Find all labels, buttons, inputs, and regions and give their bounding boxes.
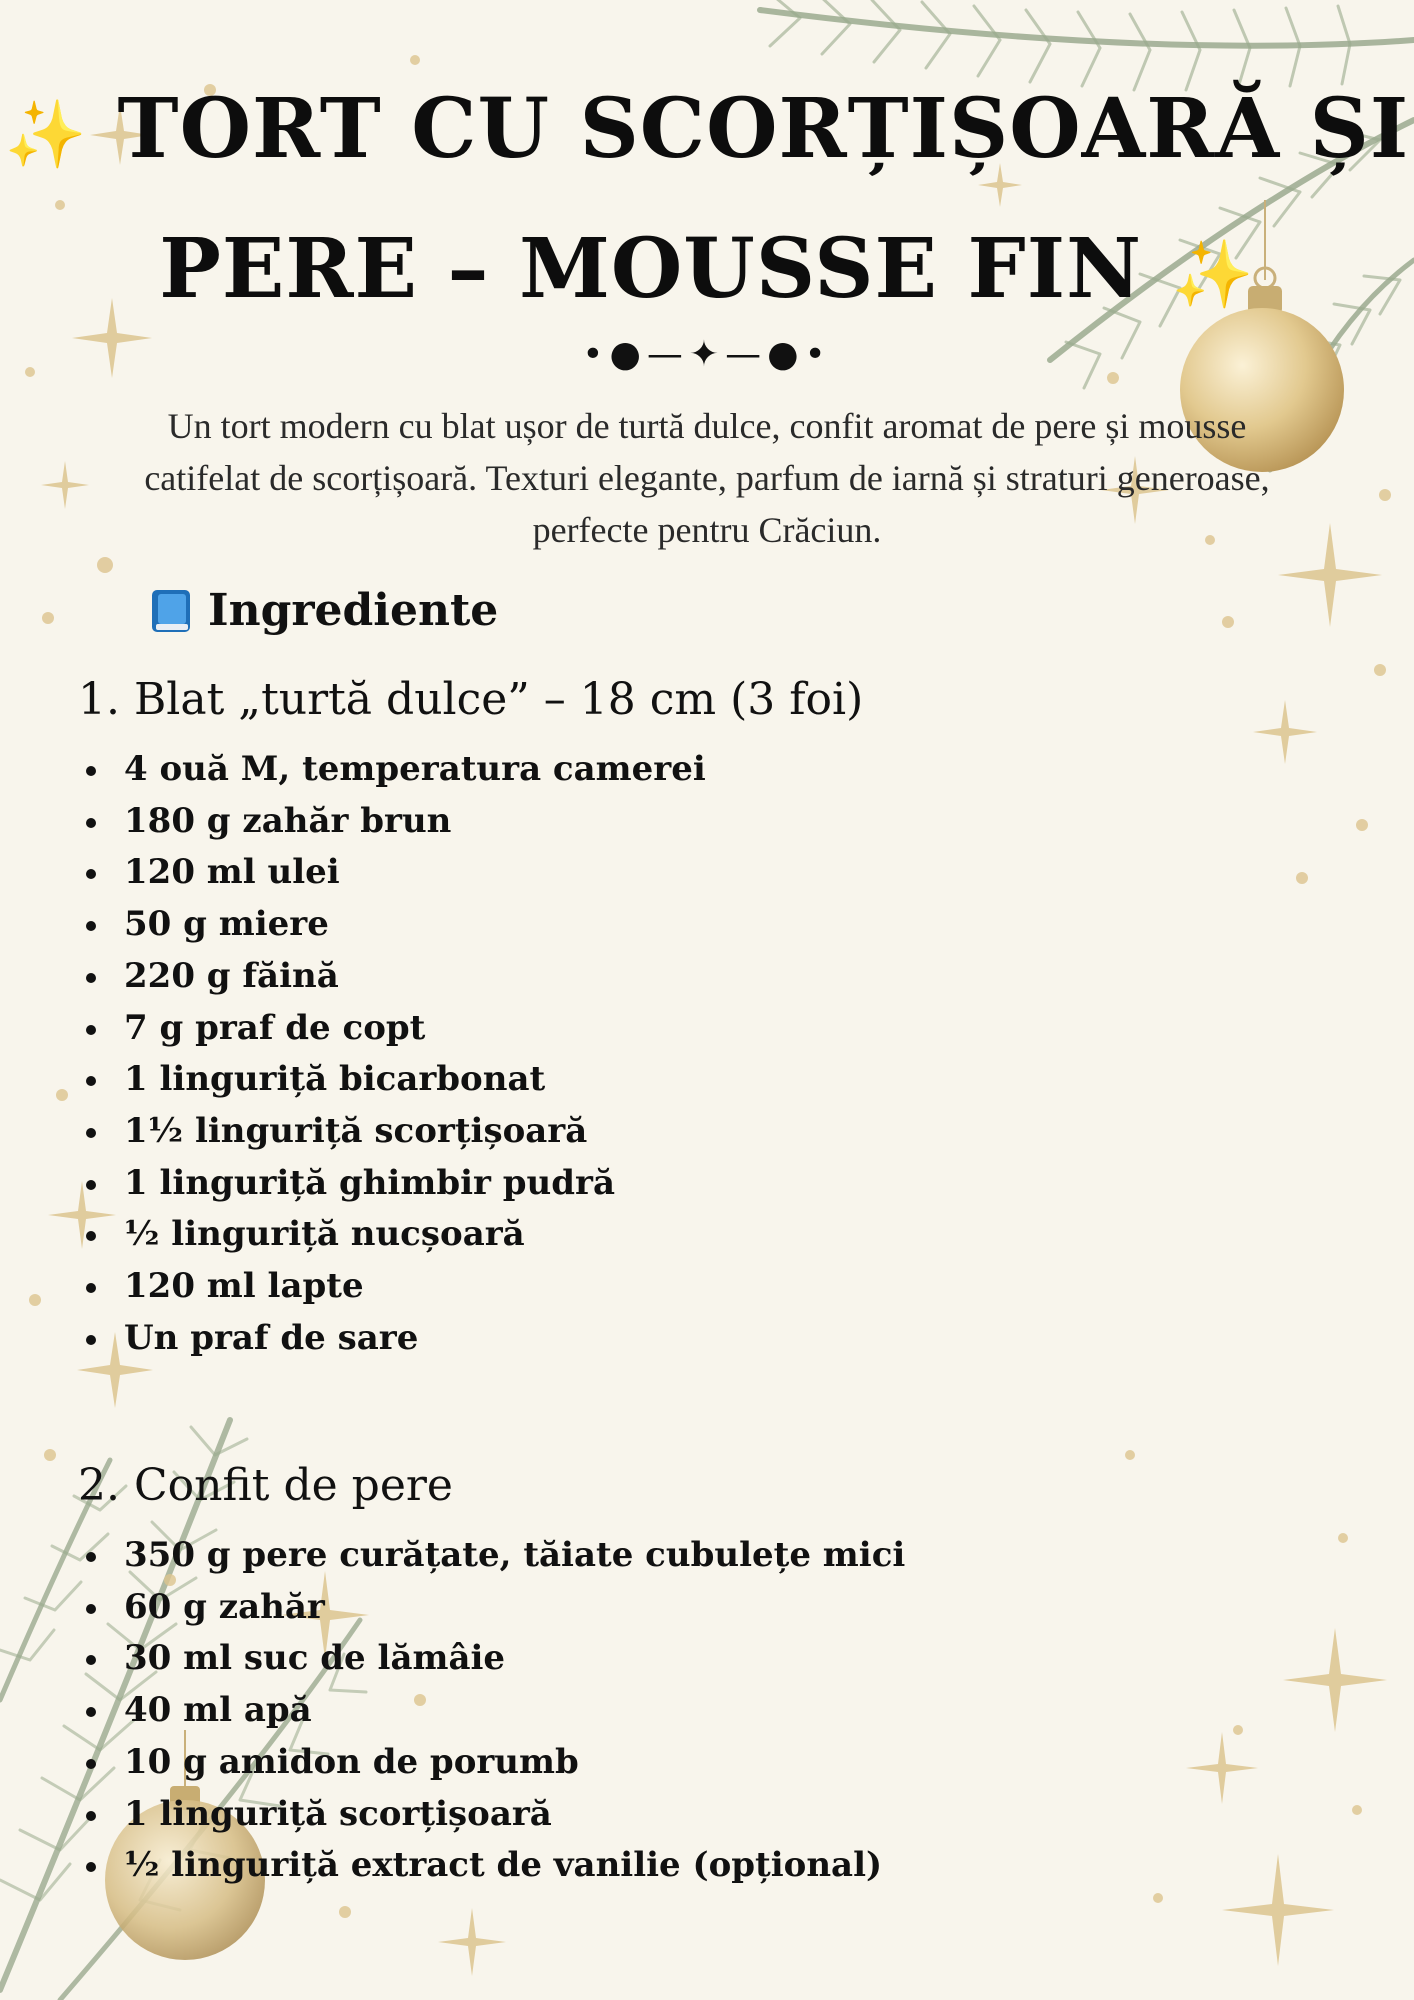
list-item: 10 g amidon de porumb [78, 1737, 905, 1789]
list-item: 40 ml apă [78, 1685, 905, 1737]
title-line-1: TORT CU SCORȚIȘOARĂ ȘI [117, 81, 1410, 177]
list-item: 50 g miere [78, 899, 706, 951]
ingredients-heading-label: Ingrediente [208, 585, 499, 636]
list-item: 1 linguriță ghimbir pudră [78, 1158, 706, 1210]
sparkle-icon: ✨ [1171, 236, 1255, 313]
list-item: 120 ml lapte [78, 1261, 706, 1313]
title-line-2: PERE – MOUSSE FIN [159, 221, 1143, 317]
list-item: Un praf de sare [78, 1313, 706, 1365]
section-title-confit: 2. Confit de pere [78, 1460, 453, 1511]
ingredient-list-confit [78, 1530, 905, 1892]
ingredient-list-blat [78, 744, 706, 1364]
list-item: 220 g făină [78, 951, 706, 1003]
ingredients-heading [150, 585, 498, 636]
list-item: 1½ linguriță scorțișoară [78, 1106, 706, 1158]
list-item: 180 g zahăr brun [78, 796, 706, 848]
list-item: 350 g pere curățate, tăiate cubulețe mici [78, 1530, 905, 1582]
list-item: ½ linguriță nucșoară [78, 1209, 706, 1261]
list-item: 7 g praf de copt [78, 1003, 706, 1055]
list-item: 60 g zahăr [78, 1582, 905, 1634]
section-title-blat: 1. Blat „turtă dulce” – 18 cm (3 foi) [78, 674, 864, 725]
list-item: 120 ml ulei [78, 847, 706, 899]
page-title [0, 62, 1414, 342]
ornamental-divider: •●—✦—●• [582, 334, 832, 375]
list-item: 4 ouă M, temperatura camerei [78, 744, 706, 796]
list-item: 30 ml suc de lămâie [78, 1633, 905, 1685]
recipe-intro: Un tort modern cu blat ușor de turtă dulce, confit aromat de pere și mousse catifelat de scorțișoară. Texturi elegante, parfum de iarnă și straturi generoase, perfecte pentru Crăciun. [144, 406, 1270, 550]
list-item: 1 linguriță scorțișoară [78, 1789, 905, 1841]
sparkle-icon: ✨ [4, 96, 88, 173]
list-item: 1 linguriță bicarbonat [78, 1054, 706, 1106]
blue-book-icon [150, 588, 192, 634]
list-item: ½ linguriță extract de vanilie (opțional) [78, 1840, 905, 1892]
